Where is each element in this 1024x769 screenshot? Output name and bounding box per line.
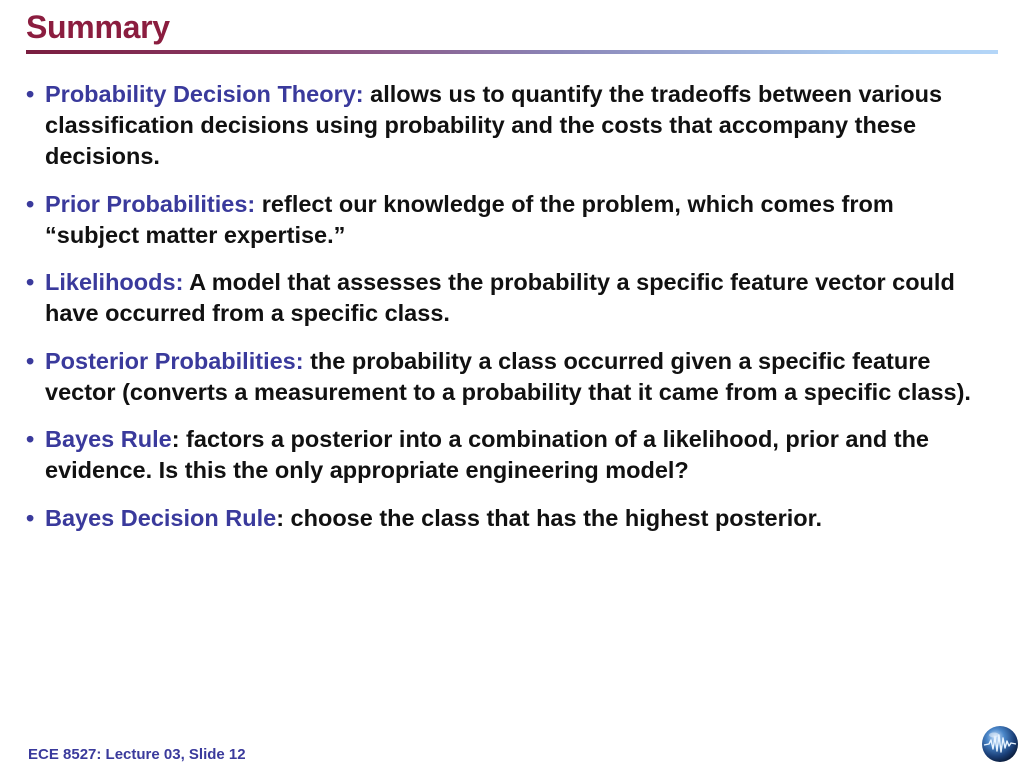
bullet-marker: • (26, 504, 35, 531)
slide-footer: ECE 8527: Lecture 03, Slide 12 (28, 746, 246, 763)
bullet-marker: • (26, 347, 35, 374)
bullet-text: : factors a posterior into a combination of a likelihood, prior and the evidence. Is this the only appropriate engineering model? (45, 426, 929, 483)
bullet-term: Posterior Probabilities: (45, 347, 304, 374)
bullet-text: allows us to quantify the tradeoffs between various classification decisions using probability and the costs that accompany these decisions. (45, 81, 943, 169)
bullet-item (0, 424, 1024, 486)
slide-title: Summary (26, 9, 170, 45)
bullet-marker: • (26, 81, 35, 107)
bullet-term: Probability Decision Theory: (45, 81, 364, 107)
bullet-term: Likelihoods: (45, 269, 184, 295)
bullet-item (0, 79, 1024, 172)
bullet-item (0, 346, 1024, 408)
bullet-item (0, 267, 1024, 329)
bullet-term: Bayes Decision Rule (45, 504, 277, 531)
bullet-item (0, 503, 1024, 534)
bullet-marker: • (26, 426, 35, 452)
bullet-term: Bayes Rule (45, 426, 172, 452)
bullet-term: Prior Probabilities: (45, 190, 256, 217)
globe-icon (980, 724, 1020, 764)
bullet-text: reflect our knowledge of the problem, which comes from “subject matter expertise.” (45, 190, 894, 248)
bullet-text: the probability a class occurred given a specific feature vector (converts a measurement to a probability that it came from a specific class). (45, 347, 971, 405)
title-underline (26, 50, 998, 54)
bullet-text: : choose the class that has the highest posterior. (276, 504, 823, 531)
bullet-list (0, 79, 1024, 550)
bullet-item (0, 189, 1024, 251)
bullet-text: A model that assesses the probability a specific feature vector could have occurred from a specific class. (45, 269, 955, 326)
bullet-marker: • (26, 269, 35, 295)
bullet-marker: • (26, 190, 35, 217)
